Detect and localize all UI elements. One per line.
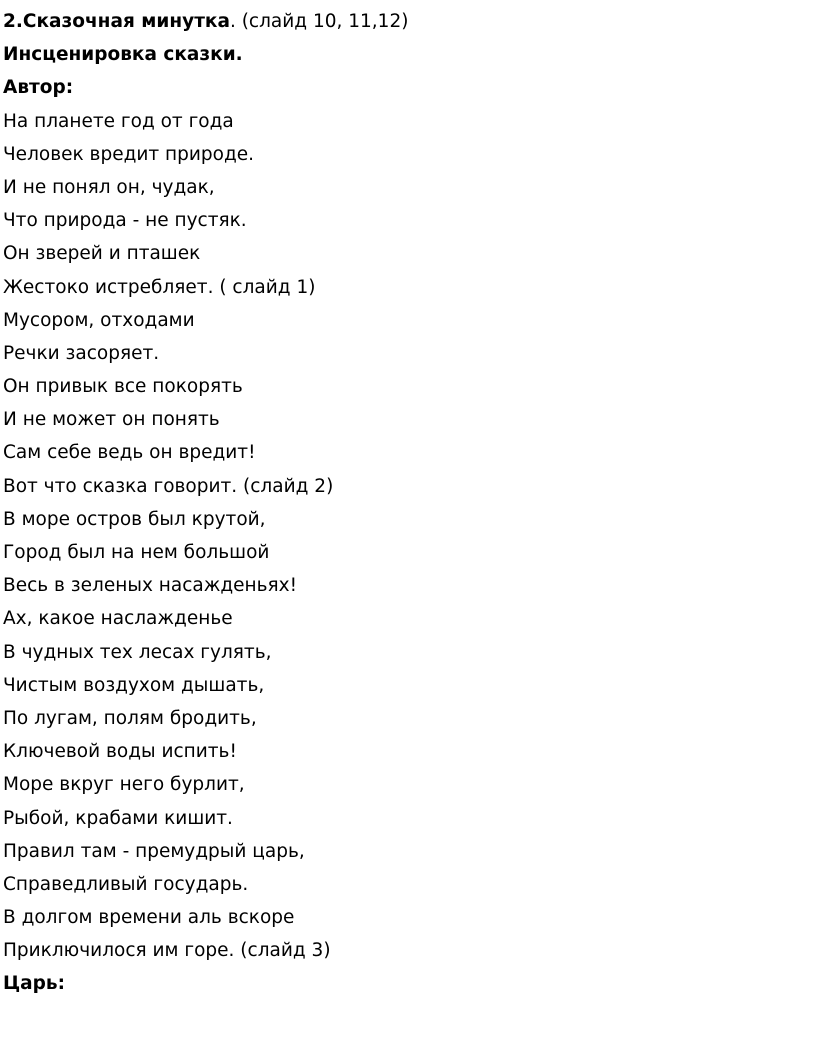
poem-line: Чистым воздухом дышать, xyxy=(3,674,265,696)
poem-line: В чудных тех лесах гулять, xyxy=(3,641,272,663)
poem-line: Что природа - не пустяк. xyxy=(3,210,247,232)
poem-text xyxy=(3,105,803,968)
poem-line: Сам себе ведь он вредит! xyxy=(3,442,256,464)
poem-line: Жестоко истребляет. ( слайд 1) xyxy=(3,276,316,298)
poem-line: Ах, какое наслажденье xyxy=(3,608,233,630)
poem-line: Мусором, отходами xyxy=(3,309,195,331)
poem-line: И не может он понять xyxy=(3,409,220,431)
poem-line: Он привык все покорять xyxy=(3,376,243,398)
slides-note: . (слайд 10, 11,12) xyxy=(229,11,409,32)
poem-line: Ключевой воды испить! xyxy=(3,741,237,763)
poem-line: Город был на нем большой xyxy=(3,542,270,563)
poem-line: В долгом времени аль вскоре xyxy=(3,907,295,929)
speaker-author-label: Автор: xyxy=(3,77,74,99)
poem-line: Море вкруг него бурлит, xyxy=(3,774,245,796)
poem-line: Он зверей и пташек xyxy=(3,243,201,265)
poem-line: Правил там - премудрый царь, xyxy=(3,840,305,862)
document-page xyxy=(3,0,803,1001)
section-title: 2.Сказочная минутка xyxy=(3,11,230,32)
poem-line: Человек вредит природе. xyxy=(3,143,255,165)
poem-line: Рыбой, крабами кишит. xyxy=(3,807,233,829)
poem-line: И не понял он, чудак, xyxy=(3,176,215,198)
poem-line: Вот что сказка говорит. (слайд 2) xyxy=(3,475,334,497)
speaker-tsar-label: Царь: xyxy=(3,973,65,995)
poem-line: В море остров был крутой, xyxy=(3,508,266,530)
poem-line: На планете год от года xyxy=(3,110,234,132)
poem-line: По лугам, полям бродить, xyxy=(3,707,257,729)
subtitle: Инсценировка сказки. xyxy=(3,44,243,66)
poem-line: Речки засоряет. xyxy=(3,342,160,364)
poem-line: Справедливый государь. xyxy=(3,873,249,895)
poem-line: Весь в зеленых насажденьях! xyxy=(3,575,298,597)
section-heading xyxy=(3,5,803,38)
poem-line: Приключилося им горе. (слайд 3) xyxy=(3,940,331,962)
